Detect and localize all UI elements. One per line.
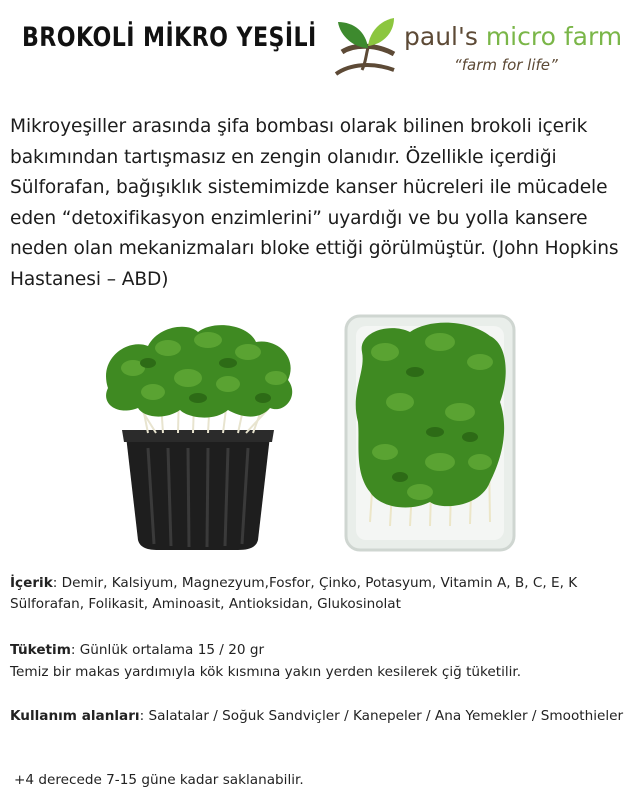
- logo-name: [404, 22, 622, 51]
- contents-label: İçerik: [10, 575, 53, 591]
- consumption-note: Temiz bir makas yardımıyla kök kısmına yakın yerden kesilerek çiğ tüketilir.: [10, 664, 522, 680]
- usage-info: [10, 706, 630, 727]
- broccoli-pot-photo: [88, 318, 308, 558]
- intro-paragraph: Mikroyeşiller arasında şifa bombası olarak bilinen brokoli içerik bakımından tartışmasız en zengin olanıdır. Özellikle içerdiği Sülforafan, bağışıklık sistemimizde kanser hücreleri ile mücadele eden “detoxifikasyon enzimlerini” uyardığı ve bu yolla kansere neden olan mekanizmaları bloke ettiği görülmüştür. (John Hopkins Hastanesi – ABD): [10, 116, 619, 290]
- logo-name-part2: micro farm: [485, 22, 623, 51]
- page-title: BROKOLİ MİKRO YEŞİLİ: [22, 22, 317, 53]
- contents-value: : Demir, Kalsiyum, Magnezyum,Fosfor, Çinko, Potasyum, Vitamin A, B, C, E, K Sülforafan, Folikasit, Aminoasit, Antioksidan, Glukosinolat: [10, 575, 578, 612]
- logo-tagline: “farm for life”: [454, 56, 558, 74]
- contents-info: [10, 573, 630, 615]
- consumption-label: Tüketim: [10, 642, 71, 658]
- usage-label: Kullanım alanları: [10, 708, 140, 724]
- logo-name-part1: paul's: [404, 22, 486, 51]
- usage-value: : Salatalar / Soğuk Sandviçler / Kanepeler / Ana Yemekler / Smoothieler: [139, 708, 624, 724]
- consumption-value: : Günlük ortalama 15 / 20 gr: [70, 642, 265, 658]
- storage-note: +4 derecede 7-15 güne kadar saklanabilir.: [14, 772, 304, 788]
- broccoli-tray-photo: [340, 312, 520, 557]
- consumption-info: [10, 640, 630, 661]
- sprout-logo-icon: [332, 14, 398, 76]
- brand-logo: [332, 12, 622, 78]
